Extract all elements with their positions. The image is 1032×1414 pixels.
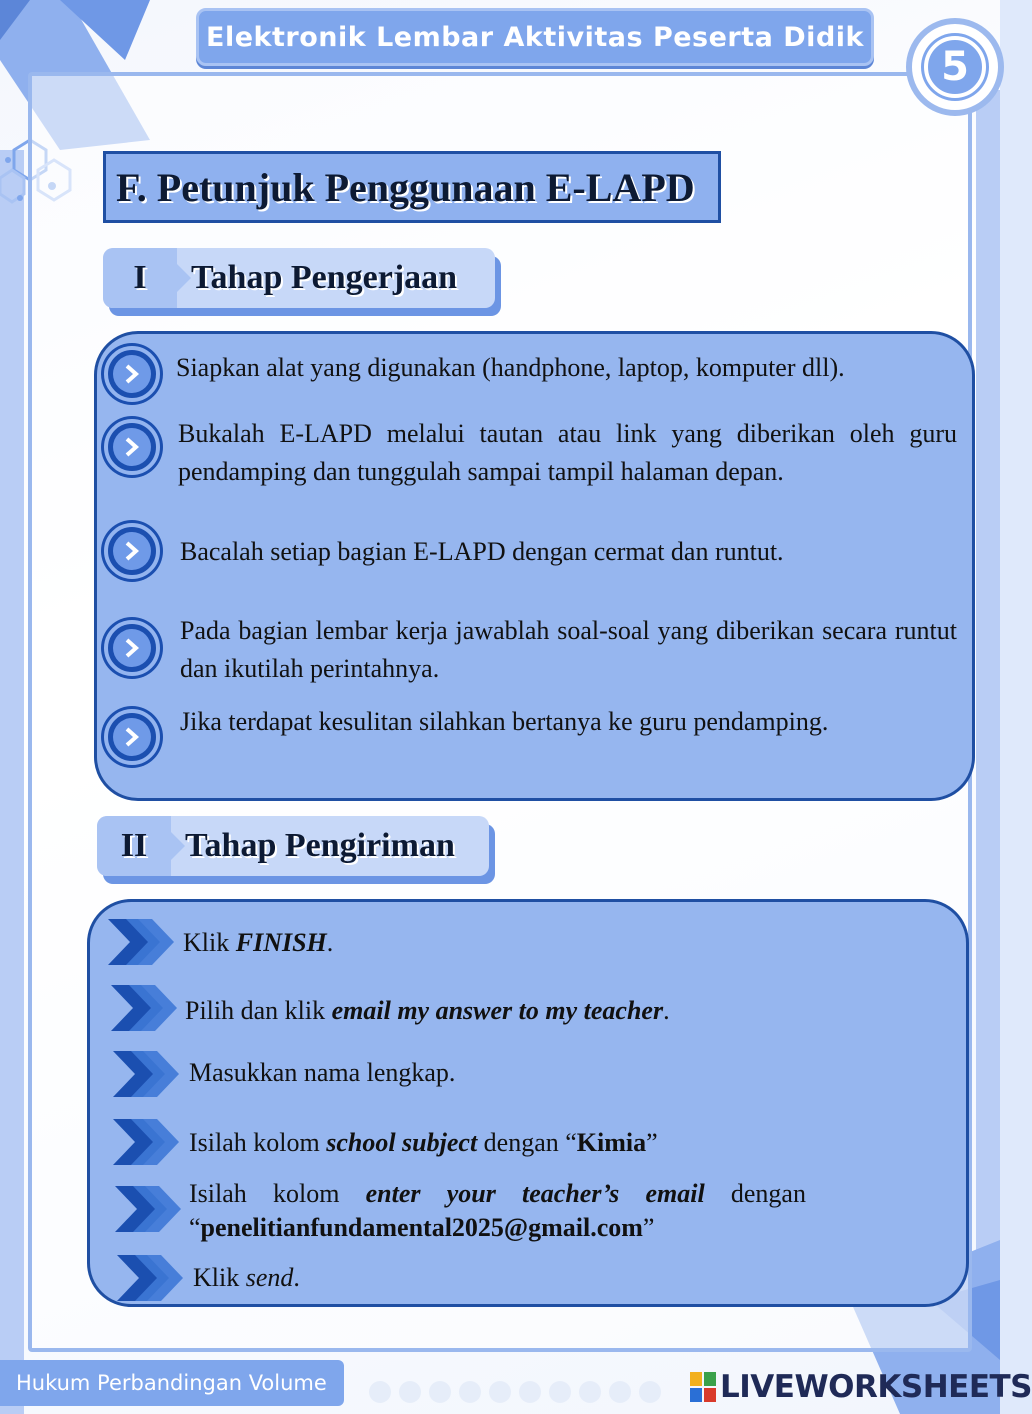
step-item: Bacalah setiap bagian E-LAPD dengan cermat dan runtut. [180, 537, 784, 566]
step-item: Isilah kolom school subject dengan “Kimia” [189, 1128, 658, 1157]
step-item: Pada bagian lembar kerja jawablah soal-soal yang diberikan secara runtut dan ikutilah perintahnya. [180, 616, 957, 683]
chevron-right-icon [104, 620, 160, 676]
double-arrow-icon [108, 919, 178, 965]
liveworksheets-icon [690, 1372, 716, 1402]
section-title: F. Petunjuk Penggunaan E-LAPD [103, 151, 721, 223]
header-title: Elektronik Lembar Aktivitas Peserta Didik [196, 8, 874, 66]
double-arrow-icon [113, 1119, 183, 1165]
chevron-right-icon [104, 709, 160, 765]
footer-topic: Hukum Perbandingan Volume [0, 1360, 344, 1406]
step-item: Bukalah E-LAPD melalui tautan atau link yang diberikan oleh guru pendamping dan tunggulah sampai tampil halaman depan. [178, 419, 957, 486]
step-item: Klik FINISH. [183, 928, 334, 957]
step-item: Masukkan nama lengkap. [189, 1058, 456, 1087]
double-arrow-icon [111, 985, 181, 1031]
footer-dots [369, 1381, 661, 1403]
step-item: Siapkan alat yang digunakan (handphone, laptop, komputer dll). [176, 353, 845, 382]
chevron-right-icon [104, 419, 160, 475]
stage-number: I [103, 248, 177, 308]
liveworksheets-logo[interactable] [690, 1366, 1032, 1408]
step-item: Klik send. [193, 1263, 300, 1292]
step-item: Isilah kolom enter your teacher’s email dengan “penelitianfundamental2025@gmail.com” [189, 1179, 806, 1242]
double-arrow-icon [117, 1255, 187, 1301]
double-arrow-icon [113, 1051, 183, 1097]
stage-tab-1 [103, 248, 495, 308]
step-item: Jika terdapat kesulitan silahkan bertanya ke guru pendamping. [180, 707, 829, 736]
chevron-right-icon [104, 346, 160, 402]
stage-number: II [97, 816, 171, 876]
page-number: 5 [924, 36, 986, 98]
stage-label: Tahap Pengerjaan [191, 259, 458, 296]
step-item: Pilih dan klik email my answer to my teacher. [185, 996, 670, 1025]
page-number-badge [906, 18, 1004, 116]
stage-tab-2 [97, 816, 489, 876]
stage-label: Tahap Pengiriman [185, 827, 455, 864]
chevron-right-icon [104, 523, 160, 579]
double-arrow-icon [115, 1186, 185, 1232]
brand-name: LIVEWORKSHEETS [720, 1369, 1032, 1405]
